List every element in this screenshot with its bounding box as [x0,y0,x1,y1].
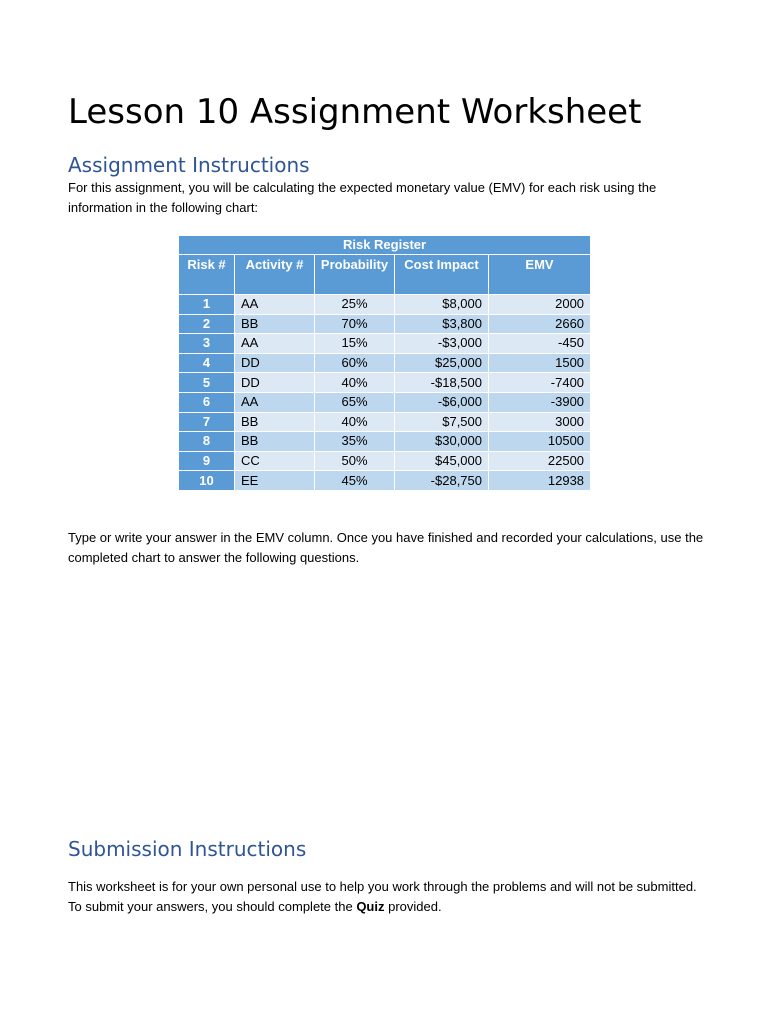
risk-number-cell: 1 [179,295,235,315]
submission-text-after: provided. [384,899,442,914]
cost-impact-cell: $25,000 [395,353,489,373]
emv-cell: 3000 [489,412,591,432]
header-probability-label: Probability [320,257,389,272]
emv-cell: -7400 [489,373,591,393]
activity-cell: AA [235,392,315,412]
submission-instructions-text [68,877,708,917]
cost-impact-cell: $30,000 [395,432,489,452]
answer-instructions-text: Type or write your answer in the EMV column. Once you have finished and recorded your calculations, use the completed chart to answer the following questions. [68,530,704,565]
risk-number-cell: 3 [179,334,235,354]
table-row [179,334,591,354]
table-row [179,451,591,471]
header-cost-impact: Cost Impact [395,255,489,295]
submission-text-before: This worksheet is for your own personal use to help you work through the problems and will not be submitted. To submit your answers, you should complete the [68,879,697,914]
activity-cell: BB [235,314,315,334]
risk-number-cell: 2 [179,314,235,334]
emv-cell: -450 [489,334,591,354]
cost-impact-cell: $45,000 [395,451,489,471]
header-activity: Activity # [235,255,315,295]
submission-instructions-heading: Submission Instructions [68,837,307,861]
probability-cell: 15% [315,334,395,354]
assignment-instructions-heading: Assignment Instructions [68,153,310,177]
assignment-instructions-text: For this assignment, you will be calculating the expected monetary value (EMV) for each risk using the information in the following chart: [68,180,657,215]
header-probability [315,255,395,295]
quiz-label: Quiz [356,899,385,914]
probability-cell: 40% [315,412,395,432]
activity-cell: CC [235,451,315,471]
emv-cell: 12938 [489,471,591,491]
activity-cell: AA [235,334,315,354]
table-row [179,295,591,315]
probability-cell: 40% [315,373,395,393]
table-row [179,471,591,491]
emv-cell: 2000 [489,295,591,315]
cost-impact-cell: -$28,750 [395,471,489,491]
risk-number-cell: 6 [179,392,235,412]
emv-cell: 2660 [489,314,591,334]
risk-register-body [179,295,591,491]
table-row [179,314,591,334]
table-row [179,353,591,373]
cost-impact-cell: -$18,500 [395,373,489,393]
risk-number-cell: 5 [179,373,235,393]
table-row [179,373,591,393]
emv-cell: 22500 [489,451,591,471]
probability-cell: 60% [315,353,395,373]
cost-impact-cell: -$3,000 [395,334,489,354]
table-row [179,412,591,432]
risk-number-cell: 9 [179,451,235,471]
probability-cell: 45% [315,471,395,491]
probability-cell: 70% [315,314,395,334]
risk-number-cell: 10 [179,471,235,491]
probability-cell: 50% [315,451,395,471]
emv-cell: -3900 [489,392,591,412]
cost-impact-cell: $7,500 [395,412,489,432]
activity-cell: BB [235,412,315,432]
emv-cell: 10500 [489,432,591,452]
header-risk: Risk # [179,255,235,295]
activity-cell: DD [235,353,315,373]
activity-cell: AA [235,295,315,315]
risk-number-cell: 4 [179,353,235,373]
activity-cell: BB [235,432,315,452]
cost-impact-cell: $3,800 [395,314,489,334]
cost-impact-cell: -$6,000 [395,392,489,412]
probability-cell: 25% [315,295,395,315]
page-title: Lesson 10 Assignment Worksheet [68,92,642,132]
cost-impact-cell: $8,000 [395,295,489,315]
risk-register-table [178,235,591,491]
activity-cell: EE [235,471,315,491]
table-row [179,392,591,412]
risk-number-cell: 7 [179,412,235,432]
table-row [179,432,591,452]
activity-cell: DD [235,373,315,393]
emv-cell: 1500 [489,353,591,373]
header-emv: EMV [489,255,591,295]
probability-cell: 35% [315,432,395,452]
risk-number-cell: 8 [179,432,235,452]
probability-cell: 65% [315,392,395,412]
risk-register-caption: Risk Register [179,236,591,255]
